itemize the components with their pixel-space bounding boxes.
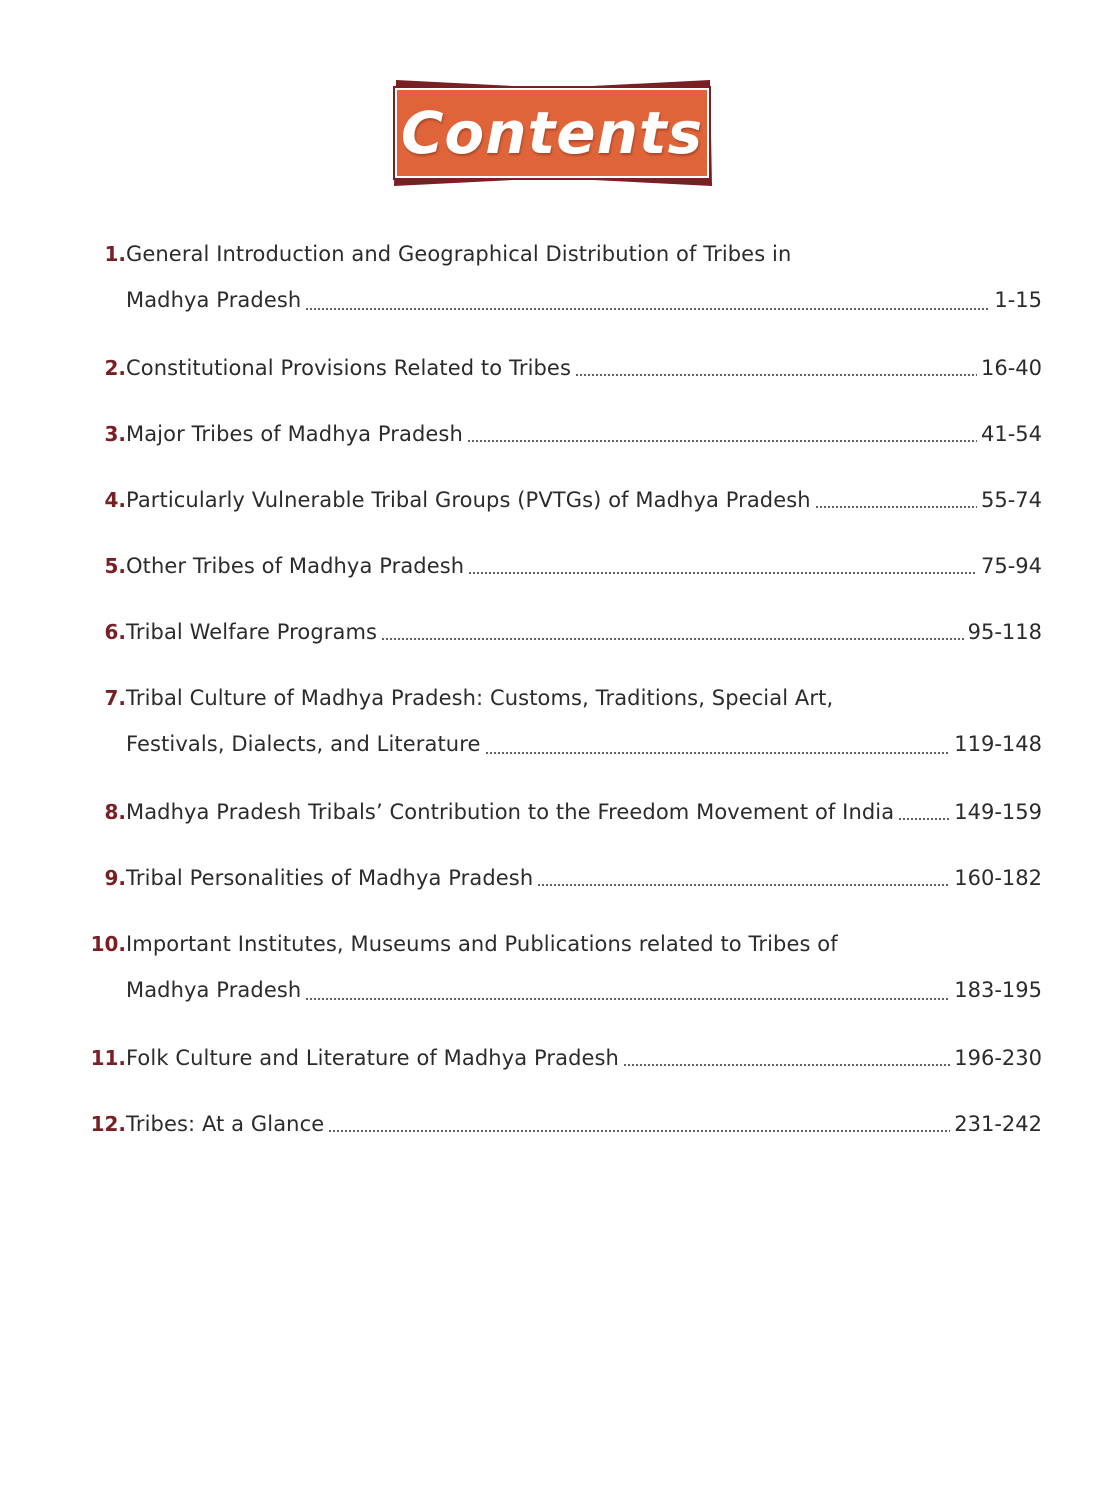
title-banner	[390, 78, 716, 190]
toc-entry-line	[82, 720, 1042, 768]
toc-entry-line	[82, 412, 1042, 456]
dot-leader	[328, 1130, 950, 1132]
toc-entry-line	[82, 610, 1042, 654]
chapter-title: Important Institutes, Museums and Publications related to Tribes of	[126, 932, 838, 956]
chapter-number: 1.	[104, 242, 126, 266]
dot-leader	[815, 506, 977, 508]
banner-face	[395, 88, 709, 178]
page-range: 149-159	[954, 800, 1042, 824]
dot-leader	[305, 998, 950, 1000]
chapter-title: Tribal Culture of Madhya Pradesh: Customs, Traditions, Special Art,	[126, 686, 834, 710]
toc-entry[interactable]	[82, 544, 1042, 588]
dot-leader	[305, 308, 990, 310]
page-range: 16-40	[980, 356, 1042, 380]
table-of-contents	[82, 232, 1042, 1168]
toc-entry-line	[82, 276, 1042, 324]
page-range: 183-195	[954, 978, 1042, 1002]
toc-entry[interactable]	[82, 922, 1042, 1014]
toc-entry[interactable]	[82, 1036, 1042, 1080]
dot-leader	[485, 752, 951, 754]
dot-leader	[467, 440, 977, 442]
chapter-title: Tribes: At a Glance	[126, 1112, 325, 1136]
toc-entry-line	[82, 346, 1042, 390]
toc-entry[interactable]	[82, 478, 1042, 522]
dot-leader	[381, 638, 964, 640]
page-range: 55-74	[980, 488, 1042, 512]
toc-entry-line	[82, 232, 1042, 276]
toc-entry-line	[82, 966, 1042, 1014]
toc-entry[interactable]	[82, 790, 1042, 834]
page-range: 1-15	[994, 288, 1042, 312]
dot-leader	[623, 1064, 950, 1066]
toc-entry[interactable]	[82, 610, 1042, 654]
chapter-number: 5.	[104, 554, 126, 578]
dot-leader	[468, 572, 977, 574]
chapter-title: Constitutional Provisions Related to Tribes	[126, 356, 571, 380]
chapter-number: 2.	[104, 356, 126, 380]
toc-entry-line	[82, 676, 1042, 720]
toc-entry-line	[82, 1036, 1042, 1080]
chapter-title: Festivals, Dialects, and Literature	[126, 732, 481, 756]
dot-leader	[537, 884, 950, 886]
toc-entry-line	[82, 544, 1042, 588]
chapter-title: Other Tribes of Madhya Pradesh	[126, 554, 465, 578]
dot-leader	[898, 818, 950, 820]
chapter-title: Tribal Personalities of Madhya Pradesh	[126, 866, 534, 890]
page-title: Contents	[400, 99, 704, 167]
toc-entry[interactable]	[82, 232, 1042, 324]
toc-entry[interactable]	[82, 856, 1042, 900]
chapter-number: 9.	[104, 866, 126, 890]
chapter-number: 4.	[104, 488, 126, 512]
toc-entry-line	[82, 1102, 1042, 1146]
toc-entry-line	[82, 922, 1042, 966]
page-range: 160-182	[954, 866, 1042, 890]
toc-entry[interactable]	[82, 1102, 1042, 1146]
page-range: 95-118	[967, 620, 1042, 644]
toc-entry-line	[82, 478, 1042, 522]
page-range: 196-230	[954, 1046, 1042, 1070]
page-range: 119-148	[954, 732, 1042, 756]
toc-entry-line	[82, 856, 1042, 900]
page-range: 231-242	[954, 1112, 1042, 1136]
chapter-title: Tribal Welfare Programs	[126, 620, 378, 644]
page-range: 41-54	[980, 422, 1042, 446]
chapter-number: 8.	[104, 800, 126, 824]
toc-entry[interactable]	[82, 412, 1042, 456]
chapter-title: General Introduction and Geographical Distribution of Tribes in	[126, 242, 792, 266]
chapter-title: Madhya Pradesh Tribals’ Contribution to the Freedom Movement of India	[126, 800, 895, 824]
chapter-title: Folk Culture and Literature of Madhya Pradesh	[126, 1046, 619, 1070]
toc-entry[interactable]	[82, 676, 1042, 768]
chapter-title: Particularly Vulnerable Tribal Groups (PVTGs) of Madhya Pradesh	[126, 488, 811, 512]
chapter-title: Madhya Pradesh	[126, 978, 302, 1002]
toc-entry[interactable]	[82, 346, 1042, 390]
chapter-title: Major Tribes of Madhya Pradesh	[126, 422, 463, 446]
chapter-number: 10.	[90, 932, 126, 956]
chapter-number: 7.	[104, 686, 126, 710]
chapter-title: Madhya Pradesh	[126, 288, 302, 312]
toc-entry-line	[82, 790, 1042, 834]
dot-leader	[575, 374, 977, 376]
page-range: 75-94	[980, 554, 1042, 578]
chapter-number: 11.	[90, 1046, 126, 1070]
chapter-number: 6.	[104, 620, 126, 644]
chapter-number: 3.	[104, 422, 126, 446]
chapter-number: 12.	[90, 1112, 126, 1136]
